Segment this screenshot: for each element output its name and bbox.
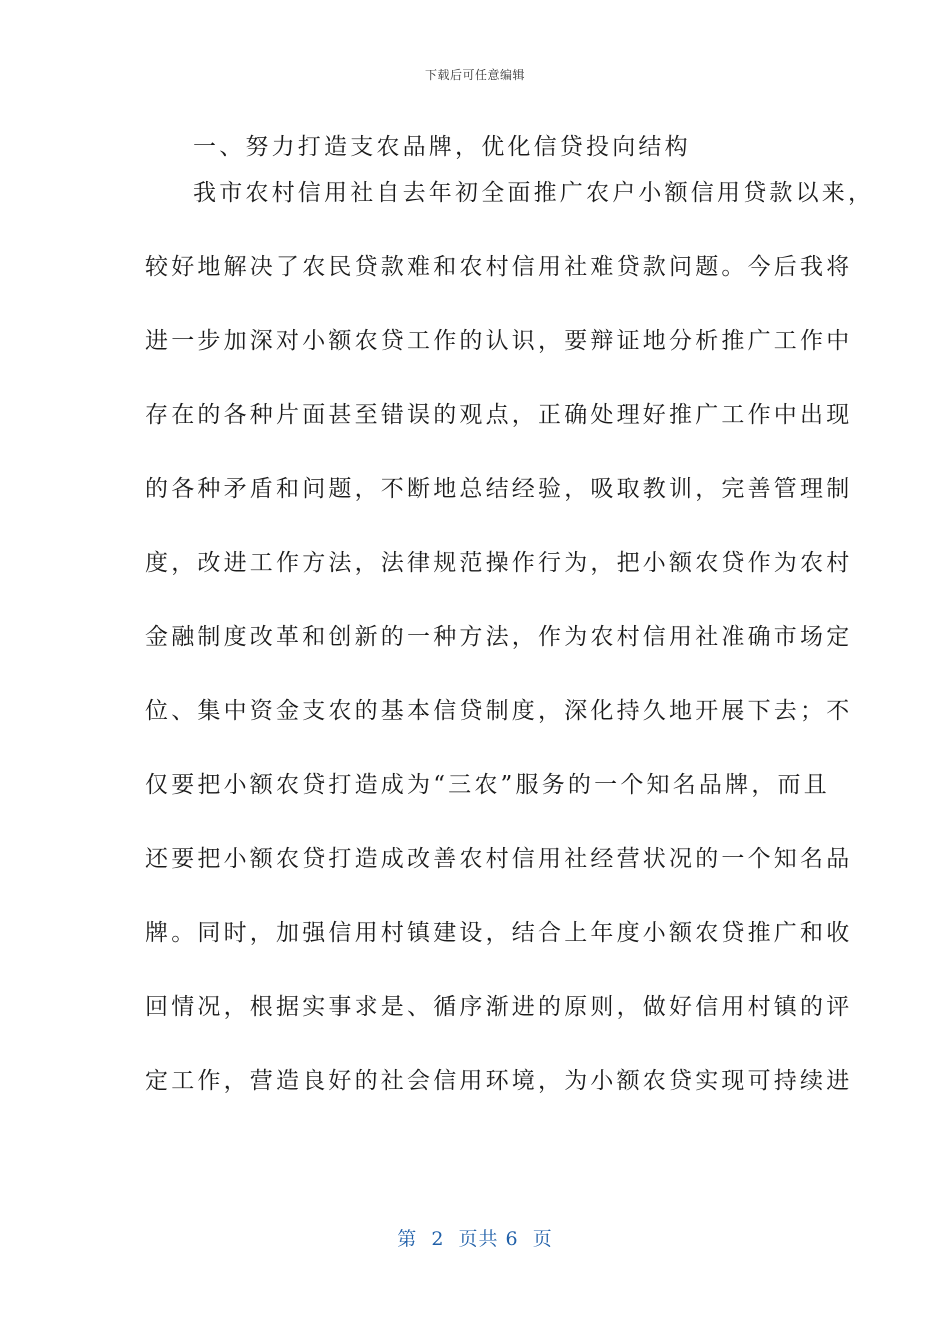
text-line: 还要把小额农贷打造成改善农村信用社经营状况的一个知名品 — [145, 846, 853, 872]
text-line: 仅要把小额农贷打造成为“三农”服务的一个知名品牌，而且 — [145, 772, 830, 798]
text-line: 度，改进工作方法，法律规范操作行为，把小额农贷作为农村 — [145, 550, 853, 576]
page-number: 第 2 页共 6 页 — [397, 1228, 553, 1250]
body-text — [145, 174, 875, 1136]
text-line: 定工作，营造良好的社会信用环境，为小额农贷实现可持续进 — [145, 1068, 853, 1094]
header-note: 下载后可任意编辑 — [424, 68, 525, 82]
text-line: 进一步加深对小额农贷工作的认识，要辩证地分析推广工作中 — [145, 328, 853, 354]
text-line: 我市农村信用社自去年初全面推广农户小额信用贷款以来， — [193, 180, 875, 206]
text-line: 较好地解决了农民贷款难和农村信用社难贷款问题。今后我将 — [145, 254, 853, 280]
text-line: 位、集中资金支农的基本信贷制度，深化持久地开展下去；不 — [145, 698, 853, 724]
text-line: 的各种矛盾和问题，不断地总结经验，吸取教训，完善管理制 — [145, 476, 853, 502]
text-line: 牌。同时，加强信用村镇建设，结合上年度小额农贷推广和收 — [145, 920, 853, 946]
section-heading: 一、努力打造支农品牌，优化信贷投向结构 — [193, 134, 691, 160]
text-line: 金融制度改革和创新的一种方法，作为农村信用社准确市场定 — [145, 624, 853, 650]
text-line: 存在的各种片面甚至错误的观点，正确处理好推广工作中出现 — [145, 402, 853, 428]
text-line: 回情况，根据实事求是、循序渐进的原则，做好信用村镇的评 — [145, 994, 853, 1020]
